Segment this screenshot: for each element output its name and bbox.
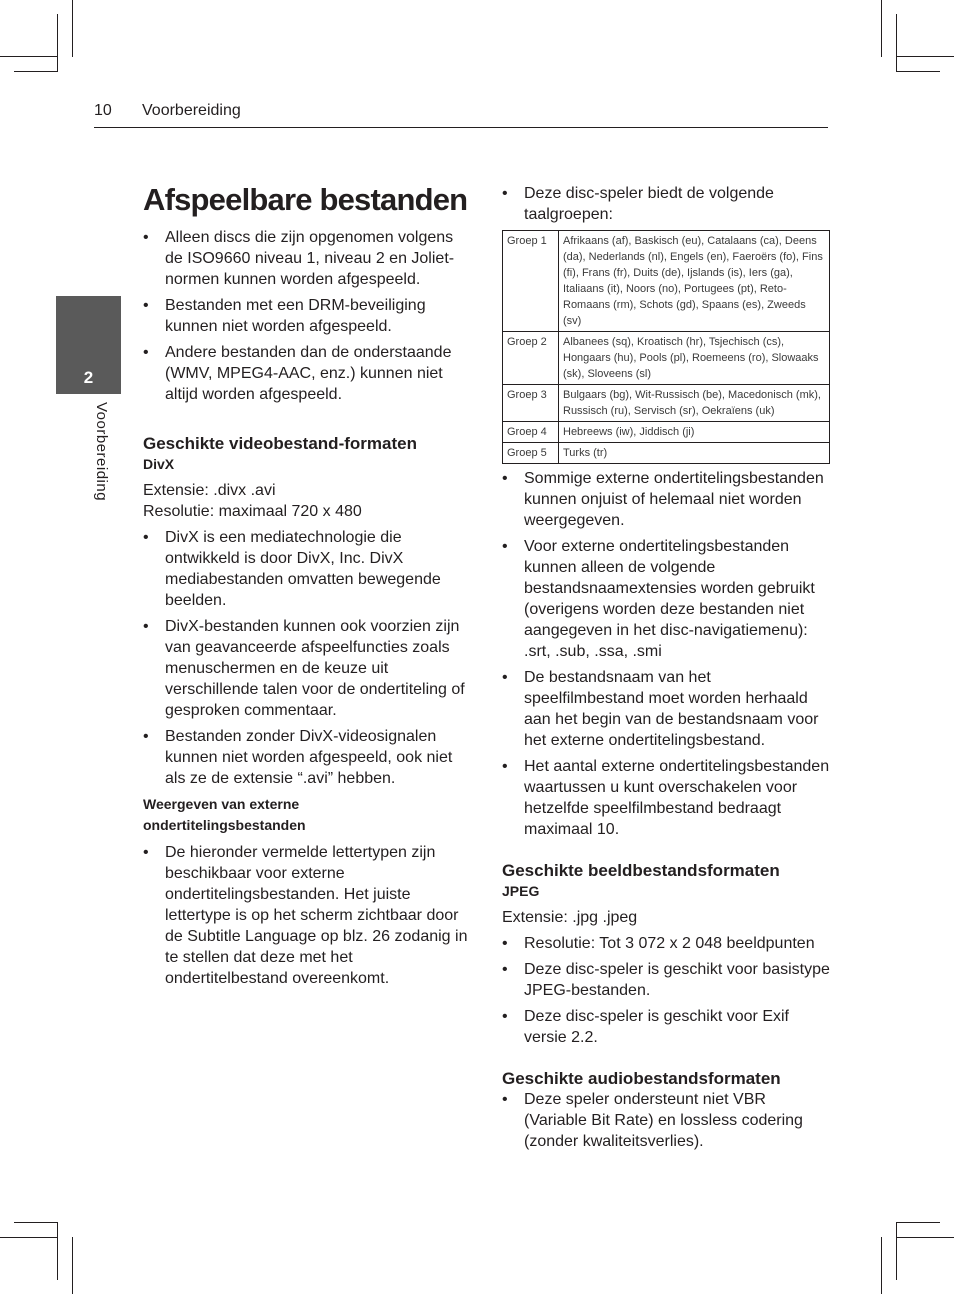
subtitle-notes-list <box>502 468 830 840</box>
languages-cell: Albanees (sq), Kroatisch (hr), Tsjechisch (cs), Hongaars (hu), Pools (pl), Roemeens (ro), Slowaaks (sk), Sloveens (sl) <box>559 332 830 385</box>
jpeg-label: JPEG <box>502 883 540 899</box>
page-number: 10 <box>94 102 112 119</box>
right-column <box>502 180 830 1157</box>
list-item: • Deze disc-speler is geschikt voor basistype JPEG-bestanden. <box>502 959 830 1001</box>
list-item: • DivX is een mediatechnologie die ontwikkeld is door DivX, Inc. DivX mediabestanden omvatten bewegende beelden. <box>143 527 473 611</box>
table-row <box>503 385 830 422</box>
crop-mark <box>896 1222 897 1280</box>
languages-cell: Bulgaars (bg), Wit-Russisch (be), Macedonisch (mk), Russisch (ru), Servisch (sr), Oekraïens (uk) <box>559 385 830 422</box>
crop-mark <box>881 0 882 57</box>
video-formats-heading: Geschikte videobestand-formaten <box>143 434 417 453</box>
crop-mark <box>14 71 58 72</box>
chapter-tab <box>56 296 121 394</box>
list-item: • Deze disc-speler biedt de volgende taalgroepen: <box>502 183 830 225</box>
group-cell: Groep 5 <box>503 443 559 464</box>
list-item: • Deze disc-speler is geschikt voor Exif versie 2.2. <box>502 1006 830 1048</box>
crop-mark <box>57 1222 58 1280</box>
subtitle-heading: Weergeven van externe ondertitelingsbestanden <box>143 796 306 833</box>
list-item: • Alleen discs die zijn opgenomen volgens de ISO9660 niveau 1, niveau 2 en Joliet-normen kunnen worden afgespeeld. <box>143 227 473 290</box>
audio-formats-heading: Geschikte audiobestandsformaten <box>502 1069 781 1088</box>
crop-mark <box>72 1237 73 1294</box>
list-item: • Bestanden zonder DivX-videosignalen kunnen niet worden afgespeeld, ook niet als ze de extensie “.avi” hebben. <box>143 726 473 789</box>
list-item: • Voor externe ondertitelingsbestanden kunnen alleen de volgende bestandsnaamextensies worden gebruikt (overigens worden deze bestanden niet aangegeven in het disc-navigatiemenu): .srt, .sub, .ssa, .smi <box>502 536 830 662</box>
intro-list <box>143 227 473 405</box>
group-cell: Groep 4 <box>503 422 559 443</box>
list-item: • DivX-bestanden kunnen ook voorzien zijn van geavanceerde afspeelfuncties zoals menuschermen en de keuze uit verschillende talen voor de ondertiteling of gesproken commentaar. <box>143 616 473 721</box>
list-item: • Bestanden met een DRM-beveiliging kunnen niet worden afgespeeld. <box>143 295 473 337</box>
divx-resolution: Resolutie: maximaal 720 x 480 <box>143 503 362 520</box>
page-title: Afspeelbare bestanden <box>143 182 468 217</box>
table-row <box>503 231 830 332</box>
crop-mark <box>0 56 57 57</box>
list-item: • De bestandsnaam van het speelfilmbestand moet worden herhaald aan het begin van de bestandsnaam voor het externe ondertitelingsbestand. <box>502 667 830 751</box>
language-intro-list <box>502 183 830 225</box>
languages-cell: Hebreews (iw), Jiddisch (ji) <box>559 422 830 443</box>
chapter-number: 2 <box>83 368 94 387</box>
table-row <box>503 443 830 464</box>
language-group-table <box>502 230 830 464</box>
crop-mark <box>0 1237 57 1238</box>
audio-list <box>502 1089 830 1152</box>
jpeg-list <box>502 933 830 1048</box>
subtitle-font-list <box>143 842 473 989</box>
divx-extension: Extensie: .divx .avi <box>143 482 276 499</box>
crop-mark <box>896 71 940 72</box>
crop-mark <box>57 14 58 72</box>
group-cell: Groep 1 <box>503 231 559 332</box>
chapter-label: Voorbereiding <box>93 402 110 502</box>
group-cell: Groep 3 <box>503 385 559 422</box>
table-row <box>503 332 830 385</box>
crop-mark <box>72 0 73 57</box>
group-cell: Groep 2 <box>503 332 559 385</box>
crop-mark <box>897 56 954 57</box>
left-column <box>143 180 473 994</box>
crop-mark <box>897 1237 954 1238</box>
page-header <box>94 100 828 128</box>
crop-mark <box>896 1222 940 1223</box>
divx-label: DivX <box>143 456 175 472</box>
crop-mark <box>896 14 897 72</box>
table-row <box>503 422 830 443</box>
languages-cell: Afrikaans (af), Baskisch (eu), Catalaans (ca), Deens (da), Nederlands (nl), Engels (en), Faeroërs (fo), Fins (fi), Frans (fr), Duits (de), Ijslands (is), Iers (ga), Italiaans (it), Noors (no), Portugees (pt), Reto-Romaans (rm), Schots (gd), Spaans (es), Zweeds (sv) <box>559 231 830 332</box>
crop-mark <box>14 1222 58 1223</box>
list-item: • Andere bestanden dan de onderstaande (WMV, MPEG4-AAC, enz.) kunnen niet altijd worden afgespeeld. <box>143 342 473 405</box>
section-title: Voorbereiding <box>142 102 241 119</box>
divx-list <box>143 527 473 789</box>
list-item: • Sommige externe ondertitelingsbestanden kunnen onjuist of helemaal niet worden weergegeven. <box>502 468 830 531</box>
languages-cell: Turks (tr) <box>559 443 830 464</box>
list-item: • Deze speler ondersteunt niet VBR (Variable Bit Rate) en lossless codering (zonder kwaliteitsverlies). <box>502 1089 830 1152</box>
jpeg-extension: Extensie: .jpg .jpeg <box>502 909 638 926</box>
list-item: • De hieronder vermelde lettertypen zijn beschikbaar voor externe ondertitelingsbestanden. Het juiste lettertype is op het scherm zichtbaar door de Subtitle Language op blz. 26 zodanig in te stellen dat deze met het ondertitelbestand overeenkomt. <box>143 842 473 989</box>
image-formats-heading: Geschikte beeldbestandsformaten <box>502 861 780 880</box>
crop-mark <box>881 1237 882 1294</box>
list-item: • Het aantal externe ondertitelingsbestanden waartussen u kunt overschakelen voor hetzelfde speelfilmbestand bedraagt maximaal 10. <box>502 756 830 840</box>
list-item: • Resolutie: Tot 3 072 x 2 048 beeldpunten <box>502 933 830 954</box>
